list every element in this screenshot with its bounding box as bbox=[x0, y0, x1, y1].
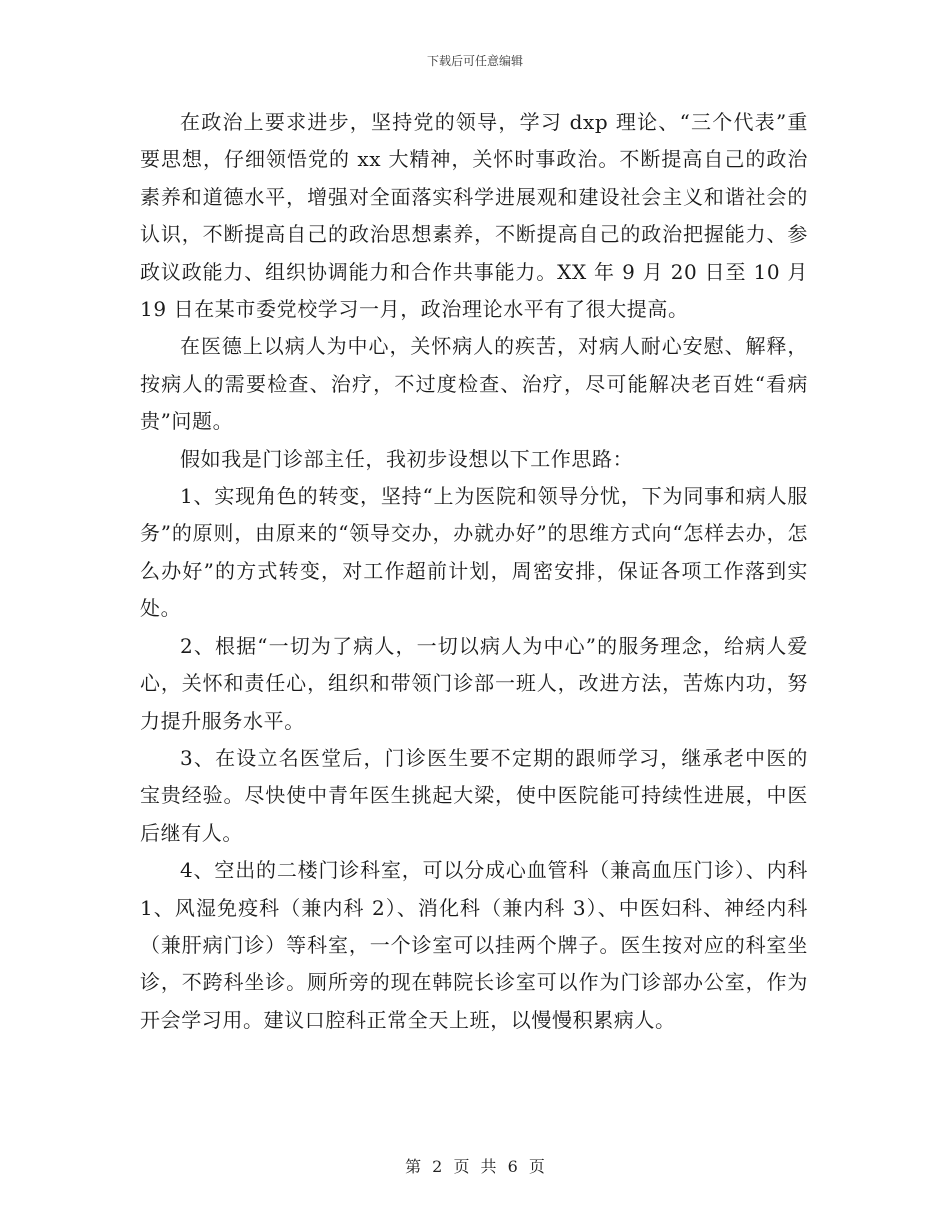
paragraph-item-2: 2、根据“一切为了病人，一切以病人为中心”的服务理念，给病人爱心，关怀和责任心，组织和带领门诊部一班人，改进方法，苦炼内功，努力提升服务水平。 bbox=[140, 633, 808, 733]
paragraph-political: 在政治上要求进步，坚持党的领导，学习 dxp 理论、“三个代表”重要思想，仔细领悟党的 xx 大精神，关怀时事政治。不断提高自己的政治素养和道德水平，增强对全面落实科学进展观和建设社会主义和谐社会的认识，不断提高自己的政治思想素养，不断提高自己的政治把握能力、参政议政能力、组织协调能力和合作共事能力。XX 年 9 月 20 日至 10 月 19 日在某市委党校学习一月，政治理论水平有了很大提高。 bbox=[140, 110, 808, 322]
paragraph-item-3: 3、在设立名医堂后，门诊医生要不定期的跟师学习，继承老中医的宝贵经验。尽快使中青年医生挑起大梁，使中医院能可持续性进展，中医后继有人。 bbox=[140, 745, 808, 845]
paragraph-item-1: 1、实现角色的转变，坚持“上为医院和领导分忧，下为同事和病人服务”的原则，由原来的“领导交办，办就办好”的思维方式向“怎样去办，怎么办好”的方式转变，对工作超前计划，周密安排，保证各项工作落到实处。 bbox=[140, 484, 808, 621]
page-header: 下载后可任意编辑 bbox=[426, 54, 523, 68]
paragraph-medical-ethics: 在医德上以病人为中心，关怀病人的疾苦，对病人耐心安慰、解释，按病人的需要检查、治疗，不过度检查、治疗，尽可能解决老百姓“看病贵”问题。 bbox=[140, 334, 808, 434]
paragraph-work-plan-intro: 假如我是门诊部主任，我初步设想以下工作思路： bbox=[180, 446, 634, 471]
document-body bbox=[140, 104, 808, 1039]
page-number: 第 2 页 共 6 页 bbox=[405, 1157, 545, 1176]
paragraph-item-4: 4、空出的二楼门诊科室，可以分成心血管科（兼高血压门诊）、内科 1、风湿免疫科（兼内科 2）、消化科（兼内科 3）、中医妇科、神经内科（兼肝病门诊）等科室，一个诊室可以挂两个牌子。医生按对应的科室坐诊，不跨科坐诊。厕所旁的现在韩院长诊室可以作为门诊部办公室，作为开会学习用。建议口腔科正常全天上班，以慢慢积累病人。 bbox=[140, 858, 808, 1032]
